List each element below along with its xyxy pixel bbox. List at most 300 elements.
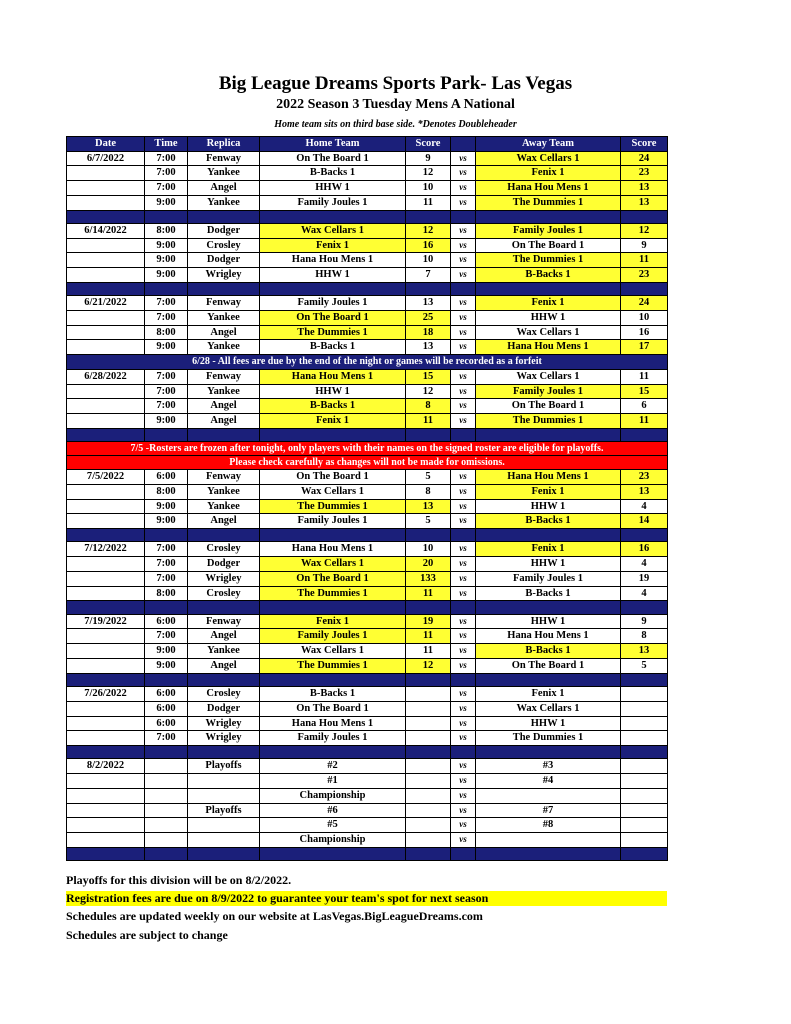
- home-score-cell: 11: [406, 413, 451, 428]
- time-cell: [145, 788, 188, 803]
- divider-cell: [621, 673, 668, 687]
- away-team-cell: Family Joules 1: [476, 224, 621, 239]
- divider-cell: [476, 673, 621, 687]
- section-divider-row: [67, 428, 668, 442]
- away-team-cell: Family Joules 1: [476, 571, 621, 586]
- divider-cell: [188, 528, 260, 542]
- divider-cell: [476, 528, 621, 542]
- home-score-cell: 11: [406, 644, 451, 659]
- replica-cell: Yankee: [188, 384, 260, 399]
- date-cell: [67, 832, 145, 847]
- away-score-cell: [621, 759, 668, 774]
- away-score-cell: 23: [621, 470, 668, 485]
- away-team-cell: Fenix 1: [476, 687, 621, 702]
- away-score-cell: 4: [621, 499, 668, 514]
- home-team-cell: On The Board 1: [260, 701, 406, 716]
- away-team-cell: Fenix 1: [476, 166, 621, 181]
- replica-cell: Wrigley: [188, 268, 260, 283]
- away-team-cell: B-Backs 1: [476, 644, 621, 659]
- divider-cell: [476, 282, 621, 296]
- replica-cell: [188, 832, 260, 847]
- time-cell: 9:00: [145, 499, 188, 514]
- divider-cell: [451, 282, 476, 296]
- page-title: Big League Dreams Sports Park- Las Vegas: [218, 73, 573, 94]
- vs-cell: vs: [451, 268, 476, 283]
- home-score-cell: [406, 832, 451, 847]
- table-row: [67, 384, 668, 399]
- divider-cell: [260, 528, 406, 542]
- replica-cell: Wrigley: [188, 731, 260, 746]
- time-cell: 6:00: [145, 701, 188, 716]
- date-cell: [67, 818, 145, 833]
- divider-cell: [67, 210, 145, 224]
- divider-cell: [188, 745, 260, 759]
- replica-cell: Fenway: [188, 296, 260, 311]
- table-row: [67, 296, 668, 311]
- date-cell: [67, 701, 145, 716]
- vs-cell: vs: [451, 759, 476, 774]
- away-team-cell: HHW 1: [476, 614, 621, 629]
- replica-cell: Dodger: [188, 224, 260, 239]
- home-score-cell: 12: [406, 224, 451, 239]
- date-cell: [67, 399, 145, 414]
- time-cell: [145, 774, 188, 789]
- home-team-cell: Family Joules 1: [260, 296, 406, 311]
- time-cell: 9:00: [145, 195, 188, 210]
- home-score-cell: 18: [406, 325, 451, 340]
- home-score-cell: [406, 788, 451, 803]
- vs-cell: vs: [451, 803, 476, 818]
- away-score-cell: 15: [621, 384, 668, 399]
- divider-cell: [451, 210, 476, 224]
- away-team-cell: B-Backs 1: [476, 514, 621, 529]
- date-cell: [67, 253, 145, 268]
- divider-cell: [67, 745, 145, 759]
- divider-cell: [145, 745, 188, 759]
- divider-cell: [621, 428, 668, 442]
- replica-cell: Crosley: [188, 687, 260, 702]
- divider-cell: [145, 282, 188, 296]
- home-team-cell: Championship: [260, 788, 406, 803]
- time-cell: 7:00: [145, 629, 188, 644]
- away-team-cell: Fenix 1: [476, 542, 621, 557]
- table-row: [67, 701, 668, 716]
- section-divider-row: [67, 210, 668, 224]
- divider-cell: [476, 847, 621, 861]
- divider-cell: [406, 601, 451, 615]
- home-team-cell: Hana Hou Mens 1: [260, 542, 406, 557]
- roster-notice-row: [67, 456, 668, 470]
- away-score-cell: 23: [621, 268, 668, 283]
- roster-notice-row: [67, 442, 668, 456]
- away-team-cell: HHW 1: [476, 499, 621, 514]
- section-divider-row: [67, 282, 668, 296]
- vs-cell: vs: [451, 514, 476, 529]
- replica-cell: Fenway: [188, 614, 260, 629]
- table-row: [67, 687, 668, 702]
- table-row: [67, 832, 668, 847]
- away-score-cell: 11: [621, 413, 668, 428]
- table-row: [67, 818, 668, 833]
- away-score-cell: 12: [621, 224, 668, 239]
- time-cell: 7:00: [145, 542, 188, 557]
- home-team-cell: Fenix 1: [260, 413, 406, 428]
- home-score-cell: 13: [406, 499, 451, 514]
- table-row: [67, 614, 668, 629]
- date-cell: [67, 325, 145, 340]
- table-row: [67, 181, 668, 196]
- vs-cell: vs: [451, 384, 476, 399]
- divider-cell: [621, 847, 668, 861]
- away-team-cell: B-Backs 1: [476, 586, 621, 601]
- divider-cell: [260, 673, 406, 687]
- vs-cell: vs: [451, 818, 476, 833]
- divider-cell: [451, 428, 476, 442]
- replica-cell: Angel: [188, 658, 260, 673]
- away-score-cell: [621, 701, 668, 716]
- divider-cell: [406, 282, 451, 296]
- fee-notice-row: [67, 355, 668, 370]
- divider-cell: [451, 673, 476, 687]
- home-score-cell: 5: [406, 514, 451, 529]
- table-row: [67, 340, 668, 355]
- date-cell: [67, 586, 145, 601]
- home-team-cell: Wax Cellars 1: [260, 644, 406, 659]
- divider-cell: [406, 428, 451, 442]
- home-team-cell: Hana Hou Mens 1: [260, 253, 406, 268]
- replica-cell: Dodger: [188, 557, 260, 572]
- home-score-cell: 11: [406, 586, 451, 601]
- time-cell: 6:00: [145, 470, 188, 485]
- fee-notice-text: 6/28 - All fees are due by the end of the night or games will be recorded as a forfeit: [67, 355, 668, 370]
- away-score-cell: 16: [621, 325, 668, 340]
- away-team-cell: The Dummies 1: [476, 253, 621, 268]
- table-row: [67, 166, 668, 181]
- replica-cell: Dodger: [188, 701, 260, 716]
- home-team-cell: Championship: [260, 832, 406, 847]
- away-score-cell: [621, 731, 668, 746]
- vs-cell: vs: [451, 701, 476, 716]
- away-team-cell: Wax Cellars 1: [476, 151, 621, 166]
- date-cell: 7/12/2022: [67, 542, 145, 557]
- divider-cell: [260, 282, 406, 296]
- divider-cell: [260, 601, 406, 615]
- away-team-cell: The Dummies 1: [476, 731, 621, 746]
- time-cell: 9:00: [145, 238, 188, 253]
- replica-cell: Angel: [188, 413, 260, 428]
- header-date: Date: [67, 137, 145, 152]
- table-row: [67, 195, 668, 210]
- table-row: [67, 238, 668, 253]
- home-score-cell: 8: [406, 484, 451, 499]
- table-row: [67, 788, 668, 803]
- away-score-cell: [621, 803, 668, 818]
- home-score-cell: [406, 774, 451, 789]
- header-time: Time: [145, 137, 188, 152]
- divider-cell: [145, 528, 188, 542]
- away-team-cell: #4: [476, 774, 621, 789]
- replica-cell: Yankee: [188, 484, 260, 499]
- away-team-cell: Fenix 1: [476, 296, 621, 311]
- replica-cell: Fenway: [188, 151, 260, 166]
- vs-cell: vs: [451, 470, 476, 485]
- divider-cell: [145, 428, 188, 442]
- replica-cell: Crosley: [188, 542, 260, 557]
- table-row: [67, 253, 668, 268]
- home-score-cell: 8: [406, 399, 451, 414]
- away-team-cell: Family Joules 1: [476, 384, 621, 399]
- divider-cell: [145, 673, 188, 687]
- replica-cell: Angel: [188, 325, 260, 340]
- away-score-cell: 13: [621, 181, 668, 196]
- date-cell: [67, 484, 145, 499]
- table-row: [67, 658, 668, 673]
- vs-cell: vs: [451, 629, 476, 644]
- time-cell: 7:00: [145, 311, 188, 326]
- divider-cell: [621, 745, 668, 759]
- time-cell: 8:00: [145, 484, 188, 499]
- home-team-cell: Wax Cellars 1: [260, 557, 406, 572]
- divider-cell: [476, 210, 621, 224]
- away-team-cell: Wax Cellars 1: [476, 325, 621, 340]
- away-score-cell: [621, 832, 668, 847]
- home-score-cell: 12: [406, 384, 451, 399]
- table-row: [67, 716, 668, 731]
- time-cell: 9:00: [145, 658, 188, 673]
- home-team-note: Home team sits on third base side. *Denotes Doubleheader: [274, 119, 517, 130]
- replica-cell: Yankee: [188, 166, 260, 181]
- home-score-cell: 11: [406, 629, 451, 644]
- date-cell: [67, 268, 145, 283]
- vs-cell: vs: [451, 614, 476, 629]
- home-team-cell: Family Joules 1: [260, 514, 406, 529]
- home-team-cell: Fenix 1: [260, 614, 406, 629]
- roster-notice-text: Please check carefully as changes will not be made for omissions.: [67, 456, 668, 470]
- time-cell: 9:00: [145, 253, 188, 268]
- home-team-cell: On The Board 1: [260, 151, 406, 166]
- replica-cell: Angel: [188, 629, 260, 644]
- divider-cell: [260, 210, 406, 224]
- header-replica: Replica: [188, 137, 260, 152]
- home-team-cell: Fenix 1: [260, 238, 406, 253]
- date-cell: 6/7/2022: [67, 151, 145, 166]
- table-row: [67, 557, 668, 572]
- home-score-cell: 7: [406, 268, 451, 283]
- home-team-cell: On The Board 1: [260, 470, 406, 485]
- divider-cell: [260, 847, 406, 861]
- away-team-cell: B-Backs 1: [476, 268, 621, 283]
- vs-cell: vs: [451, 413, 476, 428]
- header-home-team: Home Team: [260, 137, 406, 152]
- page-subtitle: 2022 Season 3 Tuesday Mens A National: [276, 97, 515, 112]
- vs-cell: vs: [451, 731, 476, 746]
- time-cell: 6:00: [145, 716, 188, 731]
- replica-cell: Yankee: [188, 195, 260, 210]
- vs-cell: vs: [451, 644, 476, 659]
- divider-cell: [406, 847, 451, 861]
- replica-cell: Wrigley: [188, 716, 260, 731]
- replica-cell: Yankee: [188, 644, 260, 659]
- away-score-cell: 11: [621, 369, 668, 384]
- table-row: [67, 644, 668, 659]
- time-cell: 6:00: [145, 687, 188, 702]
- divider-cell: [67, 847, 145, 861]
- divider-cell: [67, 428, 145, 442]
- time-cell: 7:00: [145, 369, 188, 384]
- divider-cell: [476, 745, 621, 759]
- home-score-cell: 19: [406, 614, 451, 629]
- date-cell: [67, 788, 145, 803]
- away-score-cell: 13: [621, 484, 668, 499]
- date-cell: 6/14/2022: [67, 224, 145, 239]
- footer-playoffs-note: Playoffs for this division will be on 8/2/2022.: [66, 873, 292, 887]
- home-team-cell: On The Board 1: [260, 311, 406, 326]
- date-cell: [67, 716, 145, 731]
- home-team-cell: The Dummies 1: [260, 586, 406, 601]
- time-cell: 8:00: [145, 224, 188, 239]
- divider-cell: [188, 673, 260, 687]
- away-score-cell: 11: [621, 253, 668, 268]
- home-score-cell: [406, 716, 451, 731]
- home-team-cell: Wax Cellars 1: [260, 224, 406, 239]
- home-score-cell: 11: [406, 195, 451, 210]
- home-team-cell: Hana Hou Mens 1: [260, 369, 406, 384]
- away-score-cell: 6: [621, 399, 668, 414]
- time-cell: 8:00: [145, 586, 188, 601]
- home-score-cell: [406, 818, 451, 833]
- away-score-cell: [621, 716, 668, 731]
- table-row: [67, 514, 668, 529]
- home-score-cell: [406, 759, 451, 774]
- replica-cell: [188, 774, 260, 789]
- divider-cell: [260, 745, 406, 759]
- away-score-cell: [621, 788, 668, 803]
- table-row: [67, 399, 668, 414]
- vs-cell: vs: [451, 253, 476, 268]
- home-score-cell: 13: [406, 296, 451, 311]
- date-cell: 6/21/2022: [67, 296, 145, 311]
- vs-cell: vs: [451, 238, 476, 253]
- header-home-score: Score: [406, 137, 451, 152]
- divider-cell: [145, 210, 188, 224]
- divider-cell: [145, 847, 188, 861]
- time-cell: 7:00: [145, 181, 188, 196]
- table-row: [67, 470, 668, 485]
- away-score-cell: 14: [621, 514, 668, 529]
- time-cell: 7:00: [145, 731, 188, 746]
- home-team-cell: B-Backs 1: [260, 340, 406, 355]
- table-row: [67, 731, 668, 746]
- table-row: [67, 325, 668, 340]
- away-score-cell: 8: [621, 629, 668, 644]
- divider-cell: [188, 282, 260, 296]
- away-team-cell: HHW 1: [476, 716, 621, 731]
- away-team-cell: Fenix 1: [476, 484, 621, 499]
- home-score-cell: [406, 731, 451, 746]
- date-cell: [67, 195, 145, 210]
- away-team-cell: Wax Cellars 1: [476, 701, 621, 716]
- away-team-cell: Hana Hou Mens 1: [476, 629, 621, 644]
- date-cell: [67, 499, 145, 514]
- home-team-cell: Family Joules 1: [260, 195, 406, 210]
- table-row: [67, 586, 668, 601]
- vs-cell: vs: [451, 340, 476, 355]
- home-team-cell: Family Joules 1: [260, 629, 406, 644]
- date-cell: 7/26/2022: [67, 687, 145, 702]
- time-cell: 7:00: [145, 399, 188, 414]
- date-cell: [67, 384, 145, 399]
- date-cell: [67, 413, 145, 428]
- divider-cell: [67, 282, 145, 296]
- roster-notice-text: 7/5 -Rosters are frozen after tonight, only players with their names on the signed roster are eligible for playoffs.: [67, 442, 668, 456]
- divider-cell: [621, 601, 668, 615]
- replica-cell: Dodger: [188, 253, 260, 268]
- replica-cell: Angel: [188, 181, 260, 196]
- divider-cell: [260, 428, 406, 442]
- divider-cell: [188, 210, 260, 224]
- home-team-cell: HHW 1: [260, 268, 406, 283]
- away-score-cell: 4: [621, 586, 668, 601]
- date-cell: [67, 658, 145, 673]
- schedule-body: [67, 151, 668, 860]
- footer-registration-note: Registration fees are due on 8/9/2022 to guarantee your team's spot for next season: [66, 891, 667, 906]
- date-cell: [67, 571, 145, 586]
- home-team-cell: The Dummies 1: [260, 658, 406, 673]
- away-team-cell: The Dummies 1: [476, 195, 621, 210]
- away-score-cell: [621, 774, 668, 789]
- home-team-cell: Hana Hou Mens 1: [260, 716, 406, 731]
- time-cell: 9:00: [145, 514, 188, 529]
- away-team-cell: #7: [476, 803, 621, 818]
- away-score-cell: 23: [621, 166, 668, 181]
- away-score-cell: 9: [621, 238, 668, 253]
- vs-cell: vs: [451, 687, 476, 702]
- away-team-cell: Hana Hou Mens 1: [476, 470, 621, 485]
- away-score-cell: 4: [621, 557, 668, 572]
- home-score-cell: 16: [406, 238, 451, 253]
- time-cell: 9:00: [145, 413, 188, 428]
- replica-cell: Playoffs: [188, 759, 260, 774]
- replica-cell: Playoffs: [188, 803, 260, 818]
- section-divider-row: [67, 528, 668, 542]
- vs-cell: vs: [451, 557, 476, 572]
- home-score-cell: [406, 701, 451, 716]
- vs-cell: vs: [451, 166, 476, 181]
- vs-cell: vs: [451, 774, 476, 789]
- date-cell: [67, 774, 145, 789]
- table-row: [67, 571, 668, 586]
- table-row: [67, 499, 668, 514]
- divider-cell: [476, 428, 621, 442]
- table-row: [67, 151, 668, 166]
- header-away-score: Score: [621, 137, 668, 152]
- time-cell: 7:00: [145, 166, 188, 181]
- table-row: [67, 629, 668, 644]
- divider-cell: [451, 528, 476, 542]
- replica-cell: Crosley: [188, 238, 260, 253]
- away-team-cell: HHW 1: [476, 311, 621, 326]
- away-score-cell: 24: [621, 151, 668, 166]
- vs-cell: vs: [451, 151, 476, 166]
- away-team-cell: On The Board 1: [476, 238, 621, 253]
- date-cell: 7/19/2022: [67, 614, 145, 629]
- time-cell: 7:00: [145, 151, 188, 166]
- table-row: [67, 311, 668, 326]
- divider-cell: [188, 601, 260, 615]
- divider-cell: [621, 528, 668, 542]
- time-cell: [145, 818, 188, 833]
- home-team-cell: HHW 1: [260, 384, 406, 399]
